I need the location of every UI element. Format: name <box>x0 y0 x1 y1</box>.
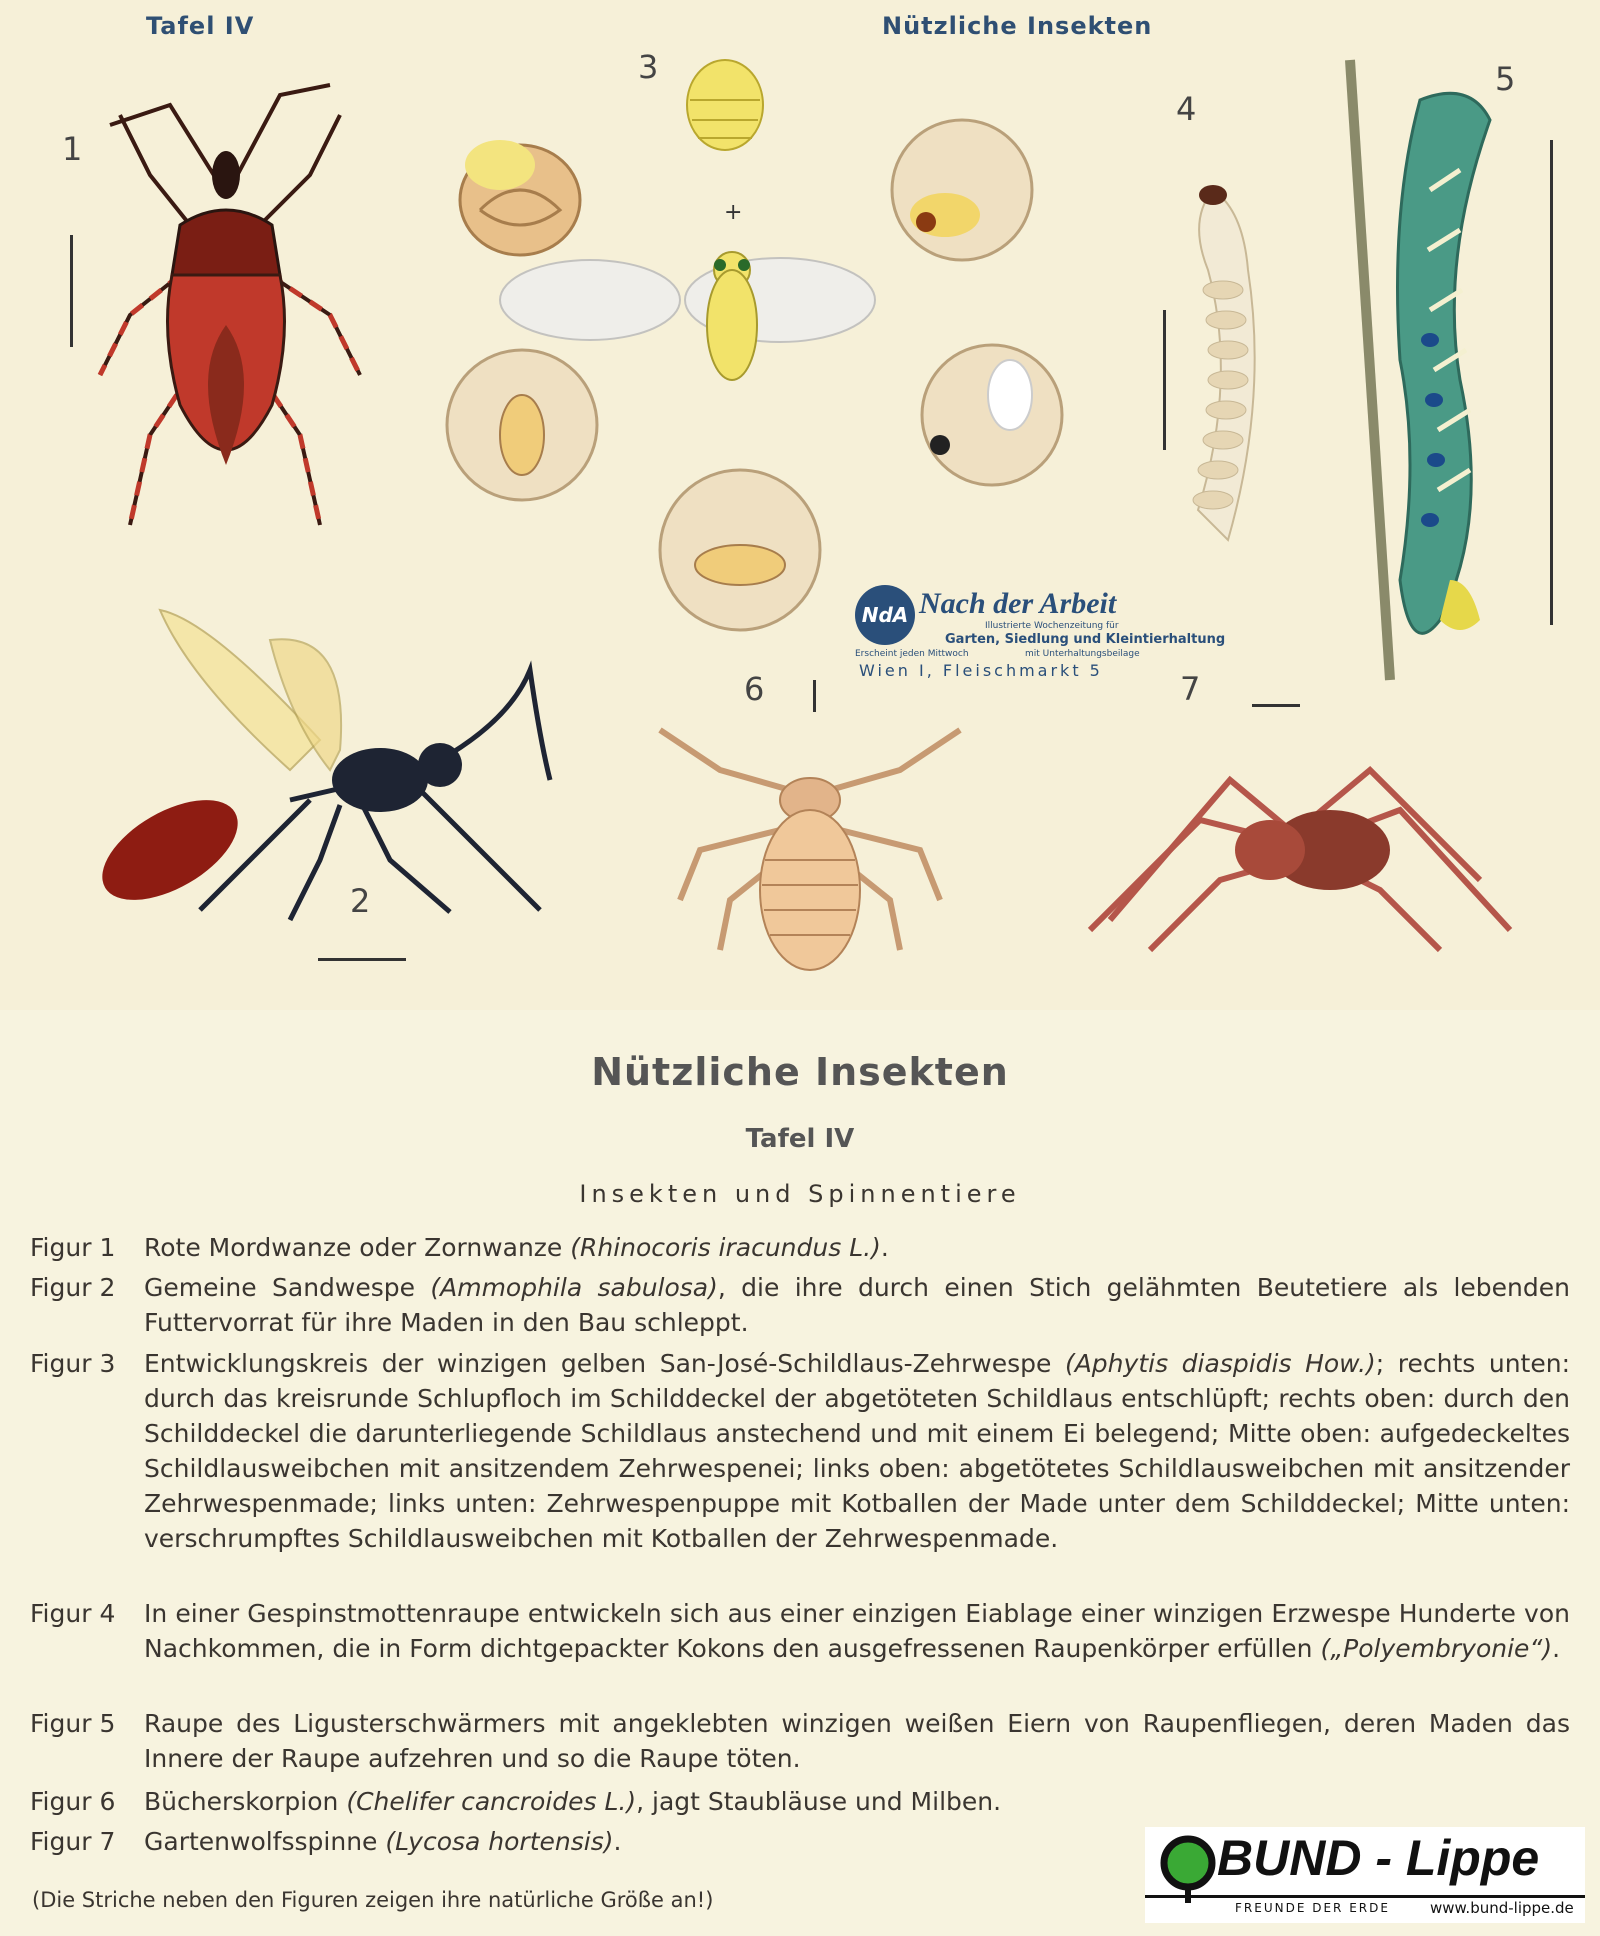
entry-label: Figur 2 <box>30 1273 116 1302</box>
globe-icon <box>1153 1833 1223 1903</box>
publisher-address: Wien I, Fleischmarkt 5 <box>859 661 1103 680</box>
publisher-line-1: Illustrierte Wochenzeitung für <box>985 621 1119 631</box>
hawkmoth-caterpillar-illustration <box>1330 60 1530 680</box>
scale-bar-5 <box>1550 140 1553 625</box>
publisher-line-3-left: Erscheint jeden Mittwoch <box>855 649 969 659</box>
logo-url[interactable]: www.bund-lippe.de <box>1430 1899 1574 1917</box>
wolf-spider-illustration <box>1080 760 1520 960</box>
legend-subtitle: Tafel IV <box>745 1124 855 1154</box>
entry-label: Figur 5 <box>30 1709 116 1738</box>
assassin-bug-illustration <box>80 75 380 535</box>
book-scorpion-illustration <box>640 700 980 980</box>
scale-bar-4 <box>1163 310 1166 450</box>
scale-bar-1 <box>70 235 73 347</box>
publisher-line-3-right: mit Unterhaltungsbeilage <box>1025 649 1140 659</box>
legend-entry-4: Figur 4 In einer Gespinstmottenraupe entwickeln sich aus einer einzigen Eiablage einer winzigen Erzwespe Hunderte von Nachkommen, die in Form dichtgepackter Kokons den ausgefressenen Raupenkörper erfüllen („Polyembryonie“). <box>30 1596 1570 1666</box>
scale-bar-7 <box>1252 704 1300 707</box>
bund-lippe-logo <box>1145 1827 1585 1923</box>
entry-label: Figur 7 <box>30 1827 116 1856</box>
logo-tagline: FREUNDE DER ERDE <box>1235 1901 1390 1915</box>
scale-bar-2 <box>318 958 406 961</box>
legend-entry-3: Figur 3 Entwicklungskreis der winzigen gelben San-José-Schildlaus-Zehrwespe (Aphytis diaspidis How.); rechts unten: durch das kreisrunde Schlupfloch im Schilddeckel der abgetöteten Schildlaus entschlüpft; rechts oben: durch den Schilddeckel die darunterliegende Schildlaus anstechend und mit einem Ei belegend; Mitte oben: aufgedeckeltes Schildlausweibchen mit ansitzendem Zehrwespenei; links oben: abgetötetes Schildlausweibchen mit ansitzender Zehrwespenmade; links unten: Zehrwespenpuppe mit Kotballen der Made unter dem Schilddeckel; Mitte unten: verschrumpftes Schildlausweibchen mit Kotballen der Zehrwespenmade. <box>30 1346 1570 1556</box>
legend-entry-5: Figur 5 Raupe des Ligusterschwärmers mit angeklebten winzigen weißen Eiern von Raupenfliegen, deren Maden das Innere der Raupe aufzehren und so die Raupe töten. <box>30 1706 1570 1776</box>
logo-name: BUND - Lippe <box>1217 1830 1540 1886</box>
logo-divider <box>1145 1895 1585 1898</box>
legend-title: Nützliche Insekten <box>591 1050 1009 1094</box>
figure-number-3: 3 <box>638 48 659 86</box>
publisher-stamp <box>855 585 1226 685</box>
legend-entry-6: Figur 6 Bücherskorpion (Chelifer cancroides L.), jagt Staubläuse und Milben. <box>30 1784 1570 1819</box>
entry-label: Figur 6 <box>30 1787 116 1816</box>
plate-left-header: Tafel IV <box>146 12 255 40</box>
plate-right-header: Nützliche Insekten <box>882 12 1153 40</box>
publisher-name: Nach der Arbeit <box>919 587 1117 620</box>
figure-number-6: 6 <box>744 670 765 708</box>
entry-label: Figur 1 <box>30 1233 116 1262</box>
size-note: (Die Striche neben den Figuren zeigen ihre natürliche Größe an!) <box>32 1888 714 1912</box>
publisher-monogram: NdA <box>855 585 915 645</box>
entry-label: Figur 3 <box>30 1349 116 1378</box>
figure-number-7: 7 <box>1180 670 1201 708</box>
legend-entry-7: Figur 7 Gartenwolfsspinne (Lycosa hortensis). <box>30 1824 1130 1859</box>
legend-entry-2: Figur 2 Gemeine Sandwespe (Ammophila sabulosa), die ihre durch einen Stich gelähmten Beutetiere als lebenden Futtervorrat für ihre Maden in den Bau schleppt. <box>30 1270 1570 1340</box>
scale-wasp-lifecycle-illustration <box>440 50 1080 650</box>
plus-marker: + <box>724 200 743 225</box>
moth-caterpillar-illustration <box>1168 180 1278 550</box>
figure-number-4: 4 <box>1176 90 1197 128</box>
figure-number-5: 5 <box>1495 60 1516 98</box>
entry-label: Figur 4 <box>30 1599 116 1628</box>
legend-entry-1: Figur 1 Rote Mordwanze oder Zornwanze (Rhinocoris iracundus L.). <box>30 1230 1570 1265</box>
legend-subheading: Insekten und Spinnentiere <box>579 1180 1021 1208</box>
figure-number-2: 2 <box>350 882 371 920</box>
publisher-line-2: Garten, Siedlung und Kleintierhaltung <box>945 632 1226 647</box>
figure-number-1: 1 <box>62 130 83 168</box>
